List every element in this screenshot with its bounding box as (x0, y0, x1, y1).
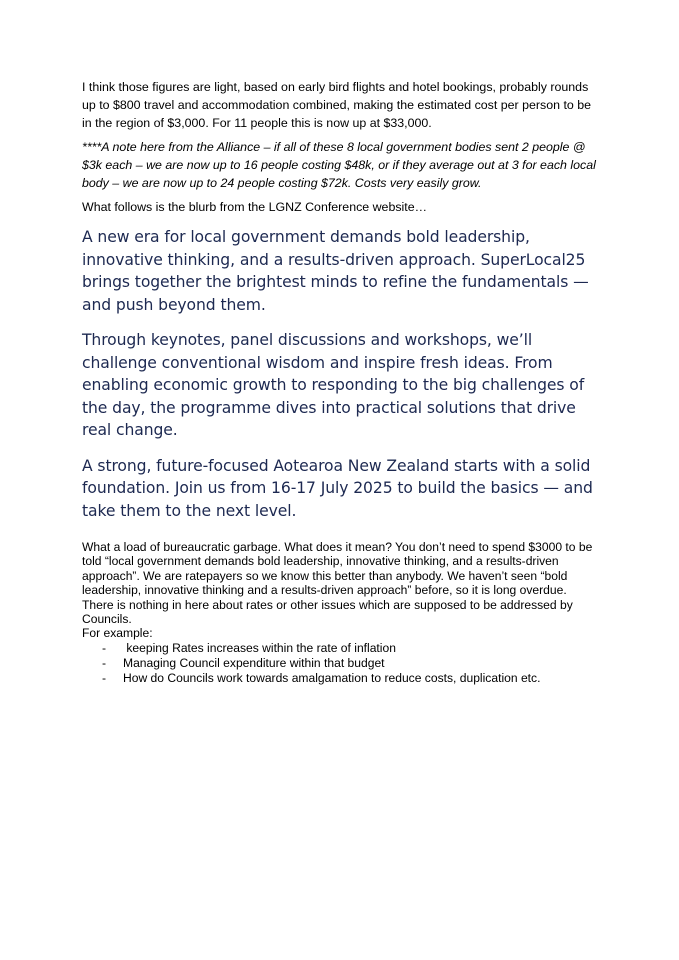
document-page (82, 78, 602, 686)
list-item-text: How do Councils work towards amalgamation to reduce costs, duplication etc. (123, 670, 541, 685)
example-label: For example: (82, 626, 153, 641)
blurb-intro: What follows is the blurb from the LGNZ Conference website… (82, 200, 428, 214)
blurb-paragraph-2: Through keynotes, panel discussions and workshops, we’ll challenge conventional wisdom and inspire fresh ideas. From enabling economic growth to responding to the big challenges of the day, the programme dives into practical solutions that drive real change. (82, 331, 585, 439)
commentary-paragraph-1: What a load of bureaucratic garbage. What does it mean? You don’t need to spend $3000 to be told “local government demands bold leadership, innovative thinking, and a results-driven approach”. We are ratepayers so we know this better than anybody. We haven’t seen “bold leadership, innovative thinking and a results-driven approach” before, so it is long overdue. (82, 540, 593, 598)
blurb-paragraph-3: A strong, future-focused Aotearoa New Zealand starts with a solid foundation. Join us from 16-17 July 2025 to build the basics — and take them to the next level. (82, 456, 593, 520)
figures-paragraph: I think those figures are light, based on early bird flights and hotel bookings, probably rounds up to $800 travel and accommodation combined, making the estimated cost per person to be in the region of $3,000. For 11 people this is now up at $33,000. (82, 80, 592, 130)
list-item-text: Managing Council expenditure within that budget (123, 655, 385, 670)
list-item (82, 656, 602, 671)
bullet-dash: - (102, 670, 107, 685)
commentary-paragraph-2: There is nothing in here about rates or other issues which are supposed to be addressed by Councils. (82, 597, 573, 627)
alliance-note: ****A note here from the Alliance – if all of these 8 local government bodies sent 2 people @ $3k each – we are now up to 16 people costing $48k, or if they average out at 3 for each local body – we are now up to 24 people costing $72k. Costs very easily grow. (82, 140, 596, 190)
bullet-dash: - (102, 655, 107, 670)
bullet-dash: - (102, 640, 107, 655)
list-item-text: keeping Rates increases within the rate of inflation (123, 640, 396, 655)
list-item (82, 671, 602, 686)
list-item (82, 641, 602, 656)
blurb-paragraph-1: A new era for local government demands bold leadership, innovative thinking, and a results-driven approach. SuperLocal25 brings together the brightest minds to refine the fundamentals — and push beyond them. (82, 228, 589, 314)
example-list (82, 641, 602, 686)
